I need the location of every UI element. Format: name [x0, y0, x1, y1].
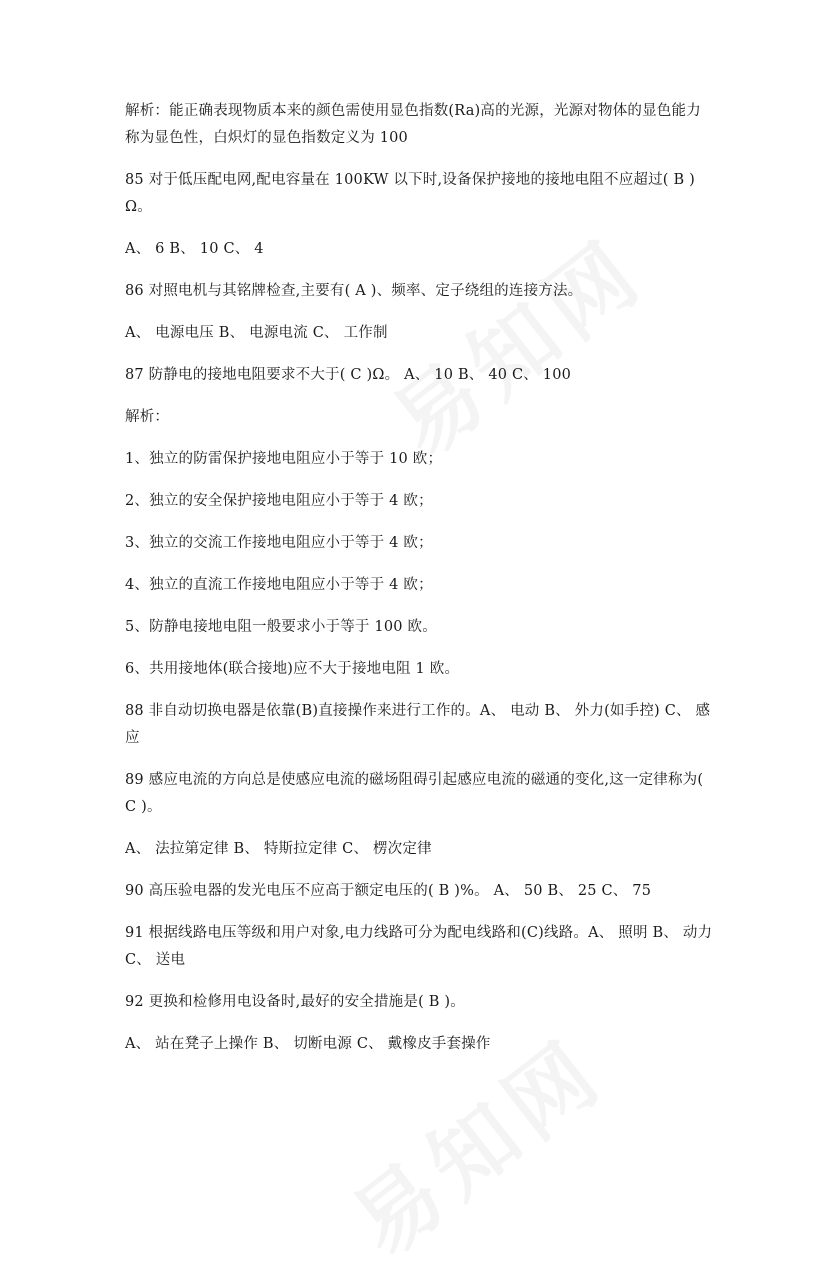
question-88: 88 非自动切换电器是依靠(B)直接操作来进行工作的。A、 电动 B、 外力(如手控) C、 感应 [125, 703, 711, 746]
question-89: 89 感应电流的方向总是使感应电流的磁场阻碍引起感应电流的磁通的变化,这一定律称为( C )。 [125, 772, 709, 815]
question-92-options: A、 站在凳子上操作 B、 切断电源 C、 戴橡皮手套操作 [125, 1036, 491, 1052]
analysis-heading: 解析： [125, 409, 170, 425]
analysis-item-3: 3、独立的交流工作接地电阻应小于等于 4 欧； [125, 535, 433, 551]
analysis-item-1: 1、独立的防雷保护接地电阻应小于等于 10 欧； [125, 451, 443, 467]
question-90: 90 高压验电器的发光电压不应高于额定电压的( B )%。 A、 50 B、 25 C、 75 [125, 883, 652, 899]
question-87: 87 防静电的接地电阻要求不大于( C )Ω。 A、 10 B、 40 C、 100 [125, 367, 572, 383]
question-91: 91 根据线路电压等级和用户对象,电力线路可分为配电线路和(C)线路。A、 照明 B、 动力 C、 送电 [125, 925, 718, 968]
question-86: 86 对照电机与其铭牌检查,主要有( A )、频率、定子绕组的连接方法。 [125, 283, 583, 299]
question-89-options: A、 法拉第定律 B、 特斯拉定律 C、 楞次定律 [125, 841, 432, 857]
question-86-options: A、 电源电压 B、 电源电流 C、 工作制 [125, 325, 388, 341]
question-85-options: A、 6 B、 10 C、 4 [125, 241, 264, 257]
document-body [125, 98, 718, 1073]
analysis-item-4: 4、独立的直流工作接地电阻应小于等于 4 欧； [125, 577, 433, 593]
analysis-paragraph-color-index: 解析：能正确表现物质本来的颜色需使用显色指数(Ra)高的光源，光源对物体的显色能力称为显色性，白炽灯的显色指数定义为 100 [125, 103, 701, 146]
question-85: 85 对于低压配电网,配电容量在 100KW 以下时,设备保护接地的接地电阻不应超过( B )Ω。 [125, 172, 695, 215]
analysis-item-5: 5、防静电接地电阻一般要求小于等于 100 欧。 [125, 619, 437, 635]
analysis-item-2: 2、独立的安全保护接地电阻应小于等于 4 欧； [125, 493, 433, 509]
question-92: 92 更换和检修用电设备时,最好的安全措施是( B )。 [125, 994, 465, 1010]
analysis-item-6: 6、共用接地体(联合接地)应不大于接地电阻 1 欧。 [125, 661, 460, 677]
